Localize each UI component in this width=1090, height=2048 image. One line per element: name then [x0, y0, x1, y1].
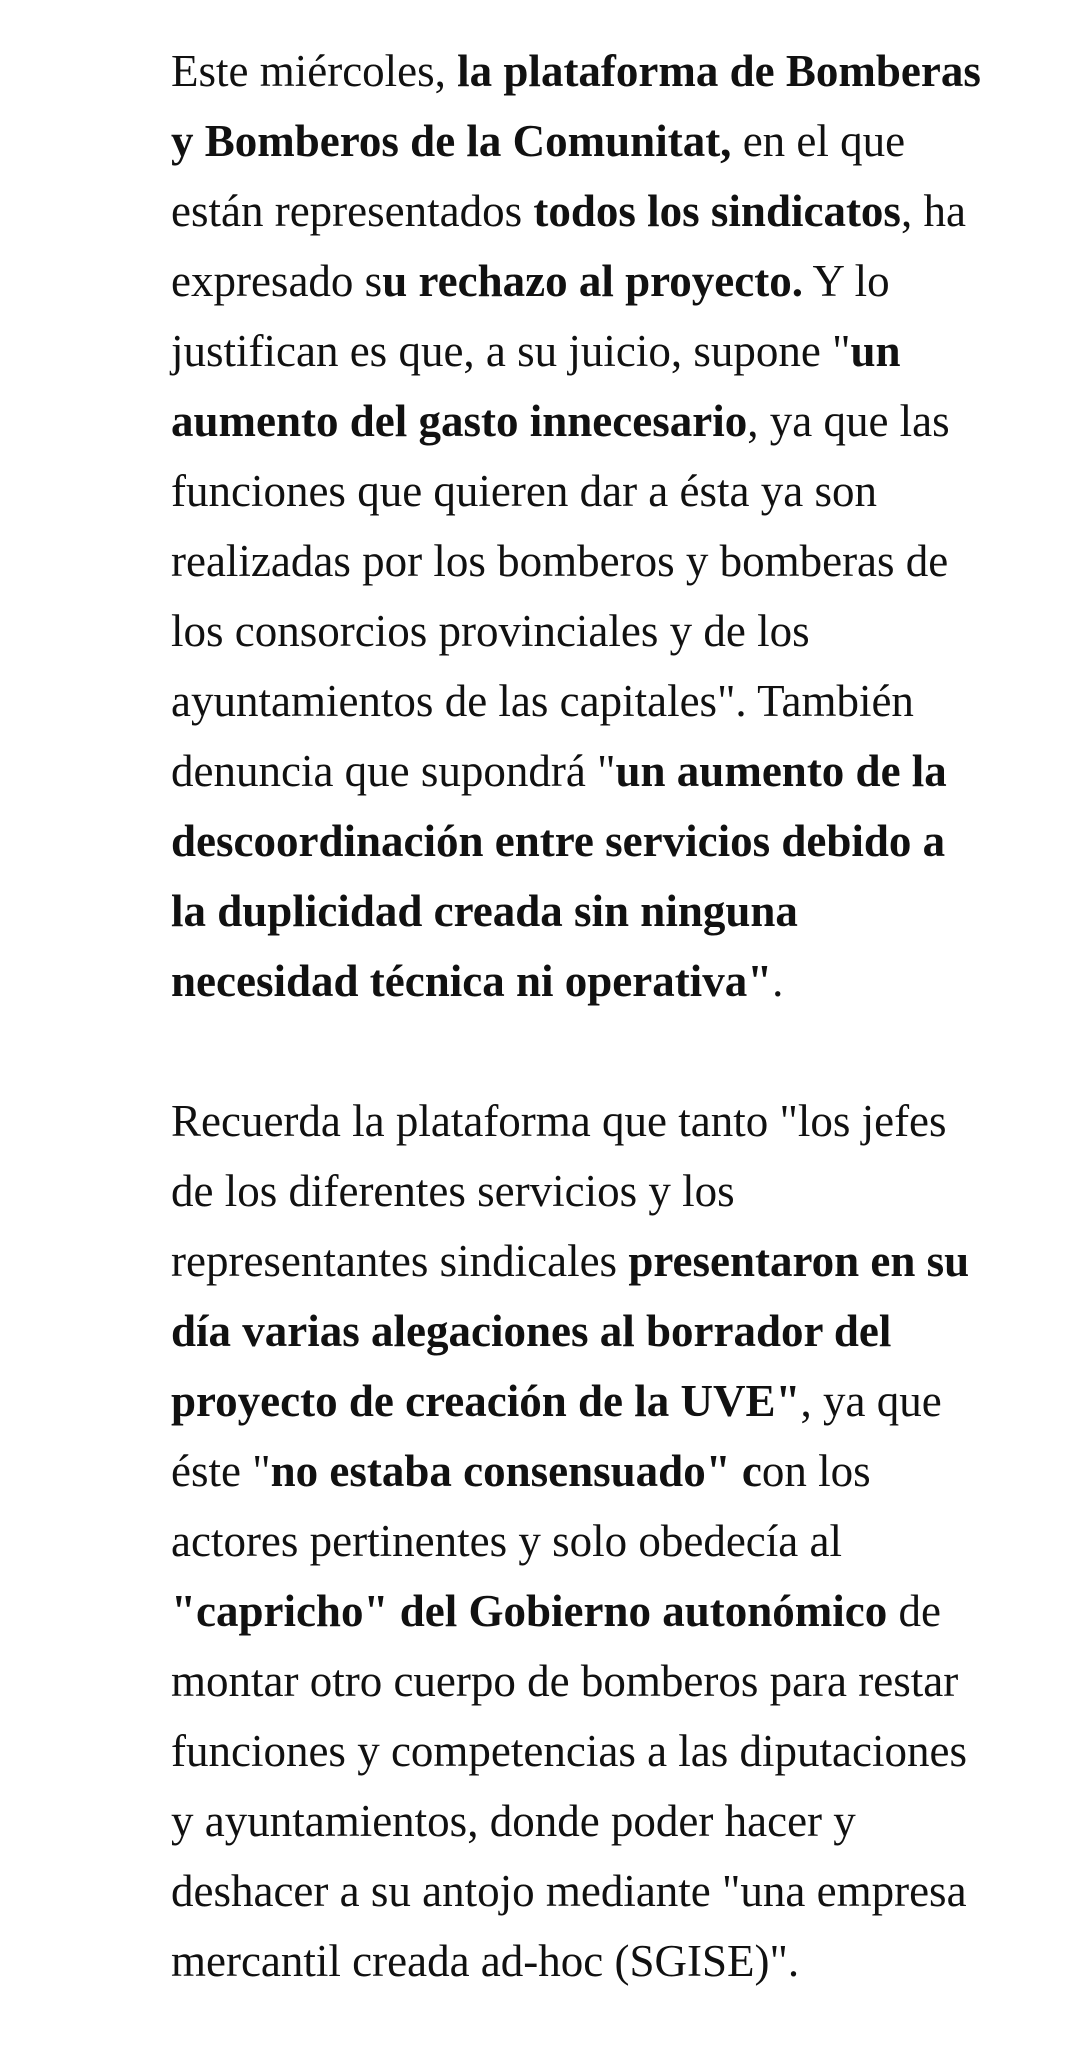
text-line: [171, 1296, 1071, 1366]
text-run: , ya que: [800, 1376, 942, 1426]
text-run: funciones y competencias a las diputaciones: [171, 1726, 967, 1776]
text-line: [171, 1646, 1071, 1716]
bold-text-run: todos los sindicatos: [533, 186, 901, 236]
text-line: [171, 526, 1071, 596]
text-line: [171, 456, 1071, 526]
bold-text-run: presentaron en su: [628, 1236, 970, 1286]
text-line: [171, 106, 1071, 176]
text-line: [171, 36, 1071, 106]
bold-text-run: y Bomberos de la Comunitat,: [171, 116, 732, 166]
bold-text-run: un aumento de la: [615, 746, 947, 796]
text-run: y ayuntamientos, donde poder hacer y: [171, 1796, 856, 1846]
text-line: [171, 176, 1071, 246]
text-line: [171, 1506, 1071, 1576]
text-line: [171, 246, 1071, 316]
text-line: [171, 1576, 1071, 1646]
text-line: [171, 946, 1071, 1016]
bold-text-run: aumento del gasto innecesario: [171, 396, 748, 446]
text-run: expresado s: [171, 256, 383, 306]
text-run: éste ": [171, 1446, 271, 1496]
text-run: denuncia que supondrá ": [171, 746, 616, 796]
text-run: actores pertinentes y solo obedecía al: [171, 1516, 842, 1566]
text-line: [171, 1226, 1071, 1296]
text-run: ayuntamientos de las capitales". También: [171, 676, 914, 726]
article-body: [171, 36, 1071, 1996]
text-line: [171, 666, 1071, 736]
paragraph-platform-rejection: [171, 36, 1071, 1016]
text-line: [171, 316, 1071, 386]
bold-text-run: proyecto de creación de la UVE": [171, 1376, 801, 1426]
text-run: realizadas por los bomberos y bomberas de: [171, 536, 949, 586]
bold-text-run: necesidad técnica ni operativa": [171, 956, 773, 1006]
text-run: Y lo: [802, 256, 890, 306]
text-run: funciones que quieren dar a ésta ya son: [171, 466, 877, 516]
text-run: montar otro cuerpo de bomberos para restar: [171, 1656, 959, 1706]
text-line: [171, 596, 1071, 666]
text-run: deshacer a su antojo mediante "una empresa: [171, 1866, 967, 1916]
text-line: [171, 1926, 1071, 1996]
text-run: justifican es que, a su juicio, supone ": [171, 326, 851, 376]
text-run: en el que: [731, 116, 906, 166]
bold-text-run: descoordinación entre servicios debido a: [171, 816, 946, 866]
text-line: [171, 1436, 1071, 1506]
text-line: [171, 1786, 1071, 1856]
text-line: [171, 1086, 1071, 1156]
bold-text-run: u rechazo al proyecto.: [382, 256, 803, 306]
text-line: [171, 806, 1071, 876]
text-run: , ha: [900, 186, 966, 236]
bold-text-run: día varias alegaciones al borrador del: [171, 1306, 892, 1356]
bold-text-run: la duplicidad creada sin ninguna: [171, 886, 798, 936]
bold-text-run: "capricho" del Gobierno autonómico: [171, 1586, 888, 1636]
text-line: [171, 1156, 1071, 1226]
text-run: de los diferentes servicios y los: [171, 1166, 735, 1216]
text-run: on los: [761, 1446, 871, 1496]
text-line: [171, 386, 1071, 456]
bold-text-run: no estaba consensuado" c: [270, 1446, 762, 1496]
text-run: los consorcios provinciales y de los: [171, 606, 810, 656]
text-line: [171, 1366, 1071, 1436]
text-line: [171, 1716, 1071, 1786]
text-run: Recuerda la plataforma que tanto "los jefes: [171, 1096, 947, 1146]
bold-text-run: un: [850, 326, 901, 376]
text-run: de: [887, 1586, 941, 1636]
bold-text-run: la plataforma de Bomberas: [457, 46, 981, 96]
text-run: , ya que las: [747, 396, 950, 446]
text-run: .: [772, 956, 784, 1006]
text-run: mercantil creada ad-hoc (SGISE)".: [171, 1936, 800, 1986]
text-line: [171, 876, 1071, 946]
text-run: Este miércoles,: [171, 46, 458, 96]
text-run: están representados: [171, 186, 534, 236]
paragraph-allegations: [171, 1086, 1071, 1996]
text-run: representantes sindicales: [171, 1236, 629, 1286]
text-line: [171, 1856, 1071, 1926]
text-line: [171, 736, 1071, 806]
